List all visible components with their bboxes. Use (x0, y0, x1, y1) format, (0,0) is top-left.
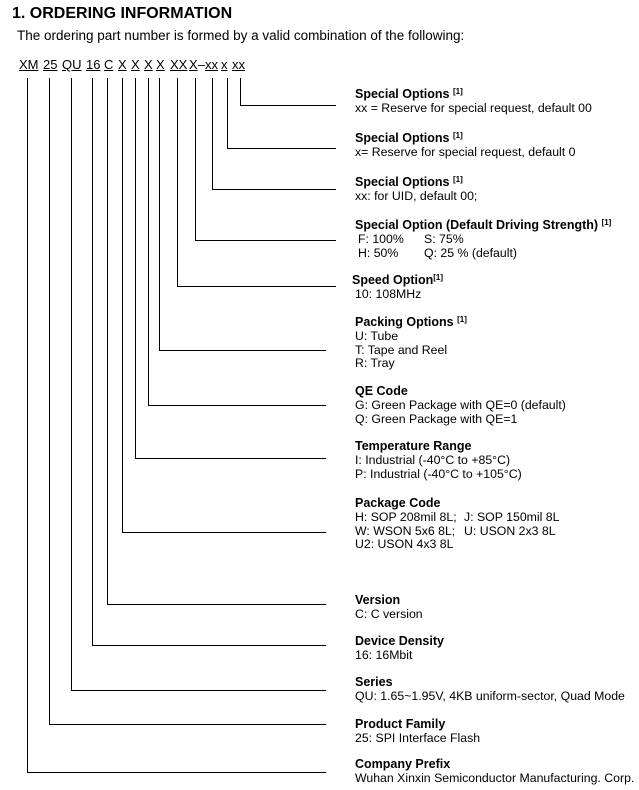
footnote-ref: [1] (452, 87, 463, 96)
field-title: Company Prefix (355, 757, 451, 771)
field-option: U2: USON 4x3 8L (355, 537, 454, 552)
field-line: x= Reserve for special request, default 0 (355, 144, 576, 159)
pn-series: QU (62, 57, 82, 72)
field-option: U: USON 2x3 8L (464, 523, 556, 538)
pn-dash: – (198, 57, 206, 72)
footnote-ref: [1] (433, 273, 444, 282)
footnote-ref: [1] (601, 218, 612, 227)
field-product-family (355, 718, 480, 746)
leader-product-family (50, 78, 327, 725)
field-title: Temperature Range (355, 439, 472, 453)
field-line: C: C version (355, 606, 423, 621)
footnote-ref: [1] (452, 131, 463, 140)
field-package-code (355, 497, 559, 552)
pn-special-options-1: xx (205, 57, 218, 72)
field-title: Speed Option (352, 273, 434, 287)
pn-version: C (104, 57, 114, 72)
leader-device-density (93, 78, 327, 646)
leader-company-prefix (28, 78, 327, 773)
pn-speed-option: XX (170, 57, 188, 72)
pn-driving-strength: X (189, 57, 198, 72)
field-temperature-range (355, 440, 522, 481)
field-option: J: SOP 150mil 8L (464, 509, 560, 524)
field-packing-options (355, 316, 467, 371)
field-option: W: WSON 5x6 8L; (355, 523, 456, 538)
pn-product-family: 25 (43, 57, 58, 72)
field-version (355, 594, 423, 622)
field-title: Packing Options (355, 315, 454, 329)
field-special-options-2 (355, 132, 575, 160)
field-special-options-1 (355, 176, 477, 204)
leader-speed-option (178, 78, 337, 287)
leader-qe-code (149, 78, 327, 406)
field-line: xx = Reserve for special request, default 00 (355, 100, 592, 115)
field-title: QE Code (355, 384, 408, 398)
footnote-ref: [1] (457, 315, 467, 324)
field-line: 10: 108MHz (355, 286, 422, 301)
pn-special-options-2: x (221, 57, 228, 72)
field-title: Series (355, 675, 393, 689)
field-title: Product Family (355, 717, 446, 731)
field-title: Special Options (355, 175, 450, 189)
pn-device-density: 16 (86, 57, 101, 72)
field-speed-option (352, 274, 443, 302)
footnote-ref: [1] (452, 175, 463, 184)
leader-special-options-3 (241, 78, 337, 106)
leader-driving-strength (196, 78, 337, 241)
section-heading: 1. ORDERING INFORMATION (12, 5, 233, 22)
field-company-prefix (355, 758, 634, 786)
field-line: 25: SPI Interface Flash (355, 730, 481, 745)
field-line: G: Green Package with QE=0 (default) (355, 397, 566, 412)
field-option: H: 50% (358, 245, 399, 260)
field-driving-strength (355, 219, 611, 260)
field-line: P: Industrial (-40°C to +105°C) (355, 466, 522, 481)
field-option: S: 75% (424, 231, 464, 246)
field-line: T: Tape and Reel (355, 342, 448, 357)
field-line: Q: Green Package with QE=1 (355, 411, 518, 426)
leader-series (72, 78, 327, 691)
field-line: I: Industrial (-40°C to +85°C) (355, 452, 511, 467)
field-option: H: SOP 208mil 8L; (355, 509, 457, 524)
leader-version (108, 78, 327, 605)
field-line: xx: for UID, default 00; (355, 188, 478, 203)
field-title: Package Code (355, 496, 441, 510)
pn-package-code: X (118, 57, 127, 72)
leader-special-options-2 (228, 78, 337, 149)
pn-special-options-3: xx (232, 57, 245, 72)
field-title: Version (355, 593, 401, 607)
leader-temperature-range (136, 78, 327, 459)
field-option: F: 100% (358, 231, 404, 246)
field-title: Special Options (355, 131, 450, 145)
field-line: R: Tray (355, 356, 395, 371)
intro-text: The ordering part number is formed by a valid combination of the following: (17, 28, 465, 43)
pn-packing-options: X (156, 57, 165, 72)
field-special-options-3 (355, 88, 592, 116)
field-line: QU: 1.65~1.95V, 4KB uniform-sector, Quad Mode (355, 688, 625, 703)
field-title: Device Density (355, 634, 444, 648)
field-line: 16: 16Mbit (355, 647, 413, 662)
field-title: Special Options (355, 87, 450, 101)
pn-temperature-range: X (131, 57, 140, 72)
field-line: Wuhan Xinxin Semiconductor Manufacturing. Corp. (355, 770, 635, 785)
leader-packing-options (160, 78, 327, 351)
leader-special-options-1 (213, 78, 337, 190)
pn-qe-code: X (144, 57, 153, 72)
field-device-density (355, 635, 444, 663)
field-title: Special Option (Default Driving Strength) (355, 218, 599, 232)
field-qe-code (355, 385, 566, 426)
leader-package-code (123, 78, 327, 533)
field-option: Q: 25 % (default) (424, 245, 517, 260)
pn-company-prefix: XM (19, 57, 39, 72)
field-series (355, 676, 625, 704)
field-line: U: Tube (355, 328, 399, 343)
